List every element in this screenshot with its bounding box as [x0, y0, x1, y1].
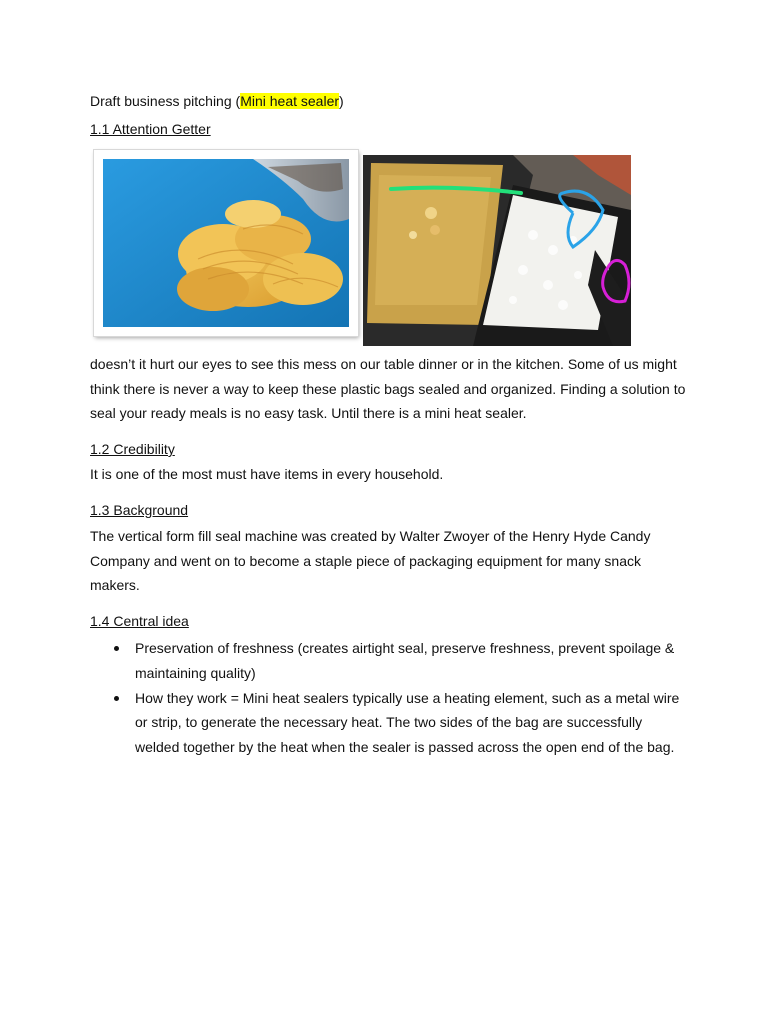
list-item-text: Preservation of freshness (creates airtight seal, preserve freshness, prevent spoilage & maintaining quality)	[135, 640, 675, 681]
list-item-text: How they work = Mini heat sealers typically use a heating element, such as a metal wire or strip, to generate the necessary heat. The two sides of the bag are successfully welded together by the heat when the sealer is passed across the open end of the bag.	[135, 689, 680, 756]
credibility-paragraph: It is one of the most must have items in every household.	[90, 466, 444, 482]
heading-central-idea: 1.4 Central idea	[90, 613, 189, 629]
ready-meal-tray-photo	[363, 155, 631, 346]
list-item	[90, 636, 690, 686]
bullet-icon	[114, 646, 119, 651]
list-item	[90, 686, 690, 760]
title-highlight: Mini heat sealer	[240, 93, 340, 109]
chips-photo-frame	[94, 150, 358, 336]
title-suffix: )	[339, 93, 344, 109]
attention-getter-paragraph: doesn’t it hurt our eyes to see this mess on our table dinner or in the kitchen. Some of us might think there is never a way to keep these plastic bags sealed and organized. Finding a solution to seal your ready meals is no easy task. Until there is a mini heat sealer.	[90, 356, 686, 421]
bullet-icon	[114, 696, 119, 701]
title-prefix: Draft business pitching (	[90, 93, 241, 109]
heading-attention-getter: 1.1 Attention Getter	[90, 121, 211, 137]
heading-credibility: 1.2 Credibility	[90, 441, 175, 457]
heading-background: 1.3 Background	[90, 502, 189, 518]
potato-chips-photo	[103, 159, 349, 327]
central-idea-list	[90, 636, 690, 760]
document-title	[90, 92, 344, 110]
background-paragraph: The vertical form fill seal machine was created by Walter Zwoyer of the Henry Hyde Candy Company and went on to become a staple piece of packaging equipment for many snack makers.	[90, 528, 651, 593]
